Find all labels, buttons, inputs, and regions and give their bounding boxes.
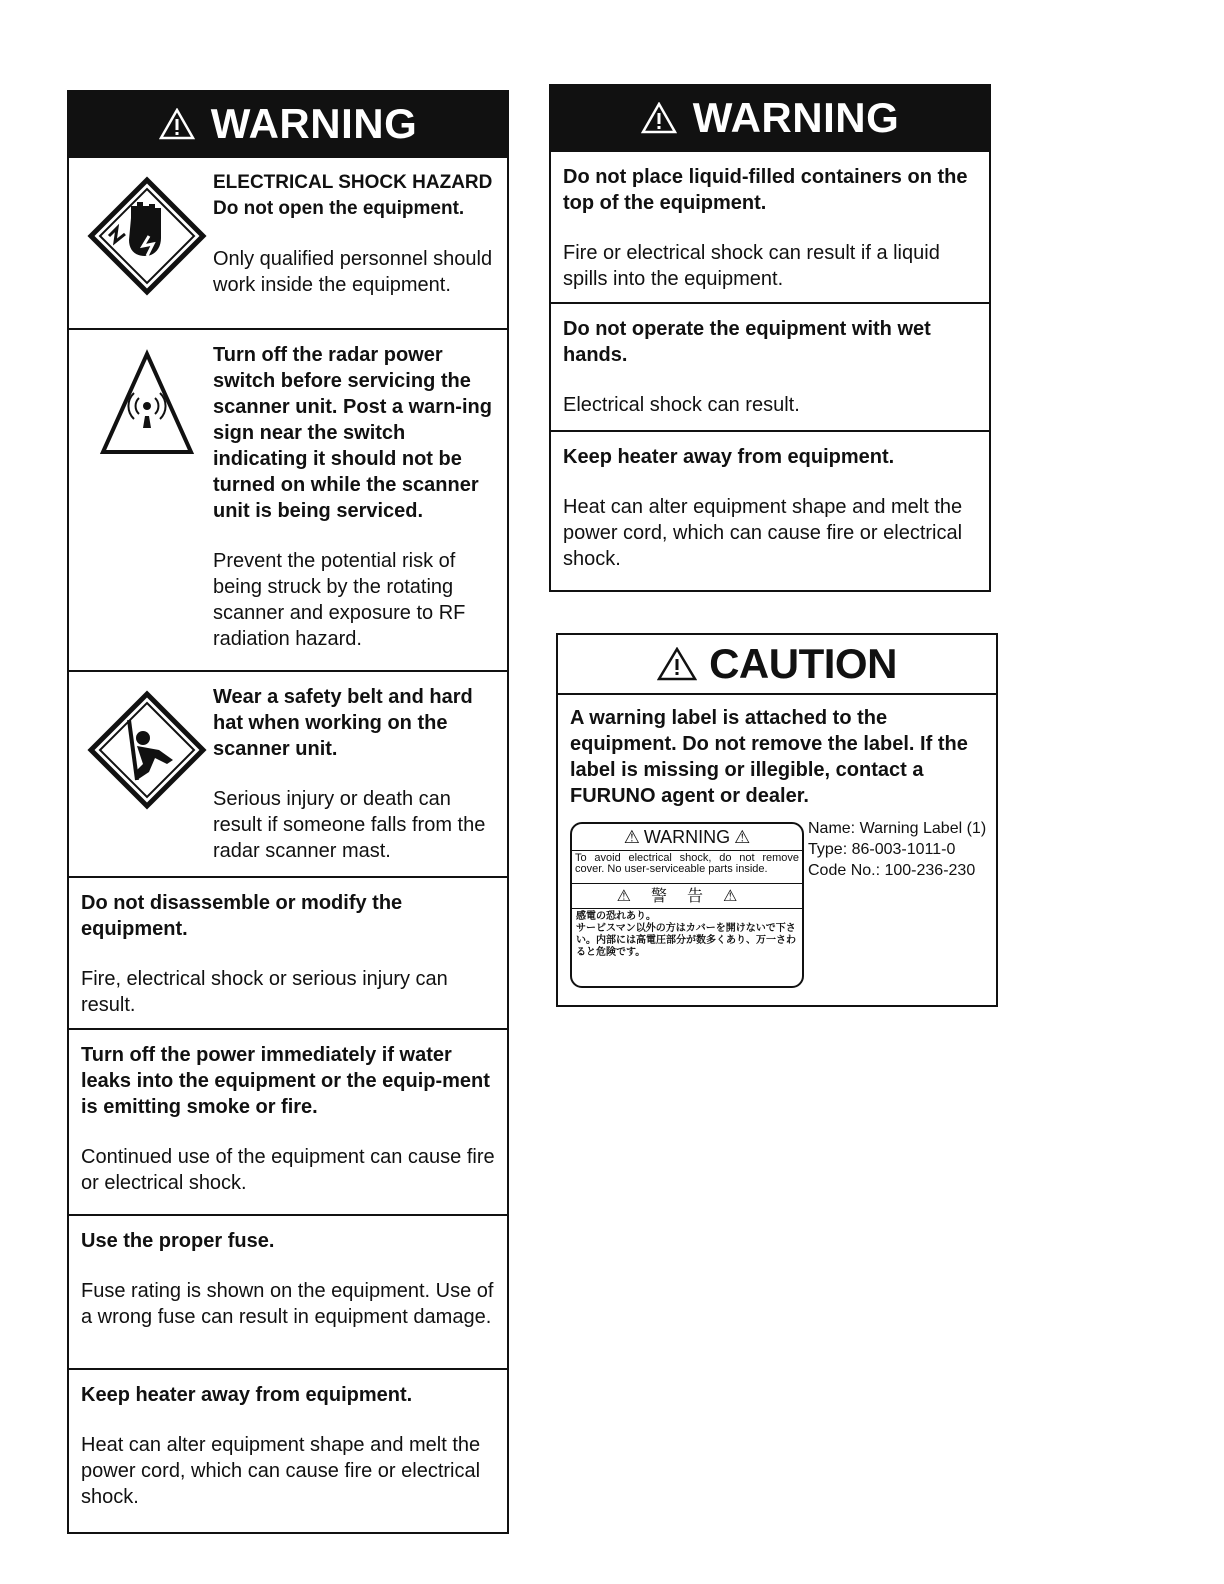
warning-triangle-icon: ⚠ [623, 826, 640, 847]
warning-note-text: Electrical shock can result. [563, 394, 800, 416]
caution-header [558, 635, 996, 695]
warning-bold-text: Do not operate the equipment with wet hands. [563, 318, 931, 366]
warning-section [69, 670, 507, 876]
warning-bold-text: Use the proper fuse. [81, 1230, 275, 1252]
warning-section [69, 1214, 507, 1368]
warning-note-text: Heat can alter equipment shape and melt the power cord, which can cause fire or electrical shock. [81, 1434, 481, 1508]
radiation-triangle-icon [99, 348, 195, 458]
warning-section [551, 302, 989, 430]
warning-section [69, 328, 507, 670]
warning-bold-text: Wear a safety belt and hard hat when working on the scanner unit. [213, 686, 473, 760]
label-type: Type: 86-003-1011-0 [808, 841, 956, 858]
warning-panel-left [67, 90, 509, 1534]
warning-triangle-icon [159, 108, 195, 140]
warning-note-text: Fuse rating is shown on the equipment. Use of a wrong fuse can result in equipment damage. [81, 1280, 494, 1328]
label-name: Name: Warning Label (1) [808, 820, 987, 837]
warning-section [69, 1028, 507, 1214]
warning-section [551, 430, 989, 590]
label-jp-text: 感電の恐れあり。 サービスマン以外の方はカバーを開けないで下さい。内部には高電圧部分が数多くあり、万一さわると危険です。 [576, 911, 796, 958]
warning-bold-text: Do not disassemble or modify the equipment. [81, 892, 403, 940]
label-header [572, 824, 802, 851]
label-text: To avoid electrical shock, do not remove cover. No user-serviceable parts inside. [572, 851, 802, 884]
warning-note-text: Prevent the potential risk of being struck by the rotating scanner and exposure to RF radiation hazard. [213, 550, 466, 650]
warning-note-text: Heat can alter equipment shape and melt the power cord, which can cause fire or electrical shock. [563, 496, 963, 570]
warning-note-text: Fire, electrical shock or serious injury can result. [81, 968, 448, 1016]
caution-text: A warning label is attached to the equipment. Do not remove the label. If the label is missing or illegible, contact a FURUNO agent or dealer. [570, 707, 968, 807]
label-info [808, 818, 986, 881]
warning-header [67, 90, 509, 158]
warning-triangle-icon [641, 102, 677, 134]
warning-title: WARNING [210, 100, 418, 147]
warning-header [549, 84, 991, 152]
warning-section [551, 152, 989, 302]
warning-bold-text: Turn off the power immediately if water leaks into the equipment or the equip-ment is emitting smoke or fire. [81, 1044, 490, 1118]
label-title: WARNING [643, 826, 731, 847]
warning-note-text: Fire or electrical shock can result if a liquid spills into the equipment. [563, 242, 940, 290]
warning-note-text: Only qualified personnel should work inside the equipment. [213, 248, 493, 296]
warning-bold-text: Keep heater away from equipment. [563, 446, 895, 468]
warning-section [69, 876, 507, 1028]
warning-triangle-icon: ⚠ [616, 887, 651, 905]
caution-title: CAUTION [709, 640, 897, 687]
label-jp-header [572, 884, 802, 909]
label-code: Code No.: 100-236-230 [808, 862, 976, 879]
warning-note-text: Serious injury or death can result if someone falls from the radar scanner mast. [213, 788, 486, 862]
warning-section [69, 1368, 507, 1532]
warning-triangle-icon: ⚠ [723, 887, 758, 905]
warning-bold-text: Turn off the radar power switch before servicing the scanner unit. Post a warn-ing sign near the switch indicating it should not be turned on while the scanner unit is being serviced. [213, 344, 492, 522]
caution-triangle-icon [657, 647, 697, 681]
warning-label-illustration [570, 822, 804, 988]
warning-section [69, 158, 507, 328]
warning-title: WARNING [692, 94, 900, 141]
electric-shock-hand-icon [87, 176, 207, 296]
warning-bold-text: Keep heater away from equipment. [81, 1384, 413, 1406]
warning-triangle-icon: ⚠ [734, 826, 751, 847]
warning-panel-right [549, 84, 991, 592]
warning-bold-text: ELECTRICAL SHOCK HAZARD Do not open the equipment. [213, 172, 493, 219]
label-jp-title: 警告 [650, 887, 723, 905]
warning-note-text: Continued use of the equipment can cause fire or electrical shock. [81, 1146, 495, 1194]
falling-person-icon [87, 690, 207, 810]
warning-bold-text: Do not place liquid-filled containers on the top of the equipment. [563, 166, 968, 214]
